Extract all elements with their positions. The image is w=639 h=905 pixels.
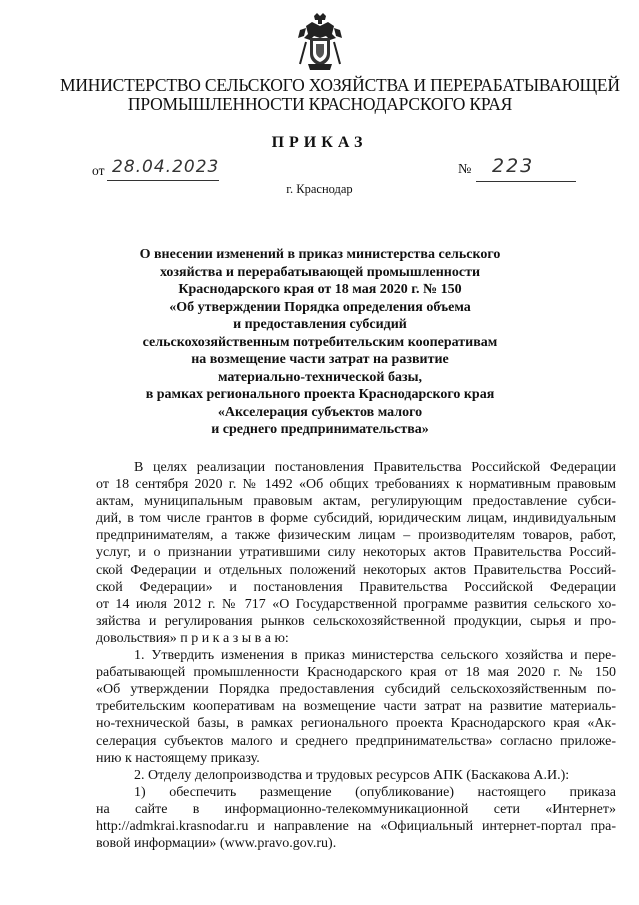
item-1-line: «Об утверждении Порядка предоставления субсидий сельскохозяйственным по- — [96, 682, 616, 698]
item-2-1-line: 1) обеспечить размещение (опубликование) настоящего приказа — [134, 784, 616, 800]
preamble-line: услуг, и о признании утратившими силу некоторых актов Правительства Россий- — [96, 545, 616, 561]
heading-line: хозяйства и перерабатывающей промышленности — [159, 264, 481, 280]
number-underline — [476, 181, 576, 182]
ministry-name-line: ПРОМЫШЛЕННОСТИ КРАСНОДАРСКОГО КРАЯ — [127, 94, 513, 114]
heading-line: и предоставления субсидий — [233, 317, 407, 332]
heading-line: в рамках регионального проекта Краснодарского края — [145, 387, 495, 402]
item-1-line: но-технической базы, в рамках регионального проекта Краснодарского края «Ак- — [96, 716, 616, 732]
number-prefix: № — [458, 162, 472, 177]
item-1-line: 1. Утвердить изменения в приказ министерства сельского хозяйства и пере- — [134, 648, 616, 664]
item-1-line: нию к настоящему приказу. — [96, 750, 260, 766]
preamble-line: актам, муниципальным правовым актам, регулирующим предоставление субси- — [96, 494, 616, 510]
preamble-line: зяйства и регулирования рынков сельскохозяйственной продукции, сырья и про- — [96, 613, 616, 629]
item-2-1-line: вовой информации» (www.pravo.gov.ru). — [96, 836, 337, 852]
date-underline — [107, 180, 219, 181]
heading-line: и среднего предпринимательства» — [211, 422, 429, 437]
heading-line: Краснодарского края от 18 мая 2020 г. № 150 — [178, 282, 462, 297]
item-1-line: селерация субъектов малого и среднего предпринимательства» согласно приложе- — [96, 733, 616, 749]
preamble-line: дий, в том числе грантов в форме субсидий, юридическим лицам, индивидуальным — [96, 511, 616, 527]
preamble-line: от 18 сентября 2020 г. № 1492 «Об общих требованиях к нормативным правовым — [96, 477, 616, 493]
item-2-1-line: на сайте в информационно-телекоммуникационной сети «Интернет» — [96, 801, 616, 817]
preamble-line: от 14 июля 2012 г. № 717 «О Государственной программе развития сельского хо- — [96, 596, 616, 612]
preamble-line: довольствия» п р и к а з ы в а ю: — [96, 630, 289, 646]
heading-line: материально-технической базы, — [217, 369, 423, 385]
preamble-line: ской Федерации и отдельных положений некоторых актов Правительства Россий- — [96, 562, 616, 578]
preamble-line: предпринимателям, а также физическим лицам – производителям товаров, работ, — [96, 528, 616, 544]
heading-line: «Акселерация субъектов малого — [217, 404, 423, 420]
item-2-line: 2. Отделу делопроизводства и трудовых ресурсов АПК (Баскакова А.И.): — [134, 767, 570, 783]
item-1-line: требительским кооперативам на возмещение части затрат на развитие материаль- — [96, 699, 616, 715]
ministry-name-line: МИНИСТЕРСТВО СЕЛЬСКОГО ХОЗЯЙСТВА И ПЕРЕРАБАТЫВАЮЩЕЙ — [60, 75, 620, 95]
coat-of-arms-emblem — [296, 12, 344, 72]
order-title: ПРИКАЗ — [271, 134, 368, 151]
order-date: 28.04.2023 — [112, 157, 220, 177]
order-body — [96, 459, 616, 852]
heading-line: О внесении изменений в приказ министерства сельского — [139, 247, 501, 262]
date-prefix: от — [92, 163, 105, 178]
heading-line: на возмещение части затрат на развитие — [191, 352, 449, 367]
order-number: 223 — [492, 155, 535, 177]
heading-line: сельскохозяйственным потребительским кооперативам — [142, 334, 498, 350]
preamble-line: ской Федерации» и постановления Правительства Российской Федерации — [96, 579, 616, 595]
item-1-line: рабатывающей промышленности Краснодарского края от 18 мая 2020 г. № 150 — [96, 665, 616, 681]
ministry-name — [60, 75, 620, 114]
item-2-1-line: http://admkrai.krasnodar.ru и направление на «Официальный интернет-портал пра- — [96, 818, 616, 834]
heading-line: «Об утверждении Порядка определения объема — [169, 299, 471, 315]
city-label: г. Краснодар — [286, 182, 353, 196]
order-heading — [80, 246, 560, 439]
preamble-line: В целях реализации постановления Правительства Российской Федерации — [134, 460, 616, 475]
